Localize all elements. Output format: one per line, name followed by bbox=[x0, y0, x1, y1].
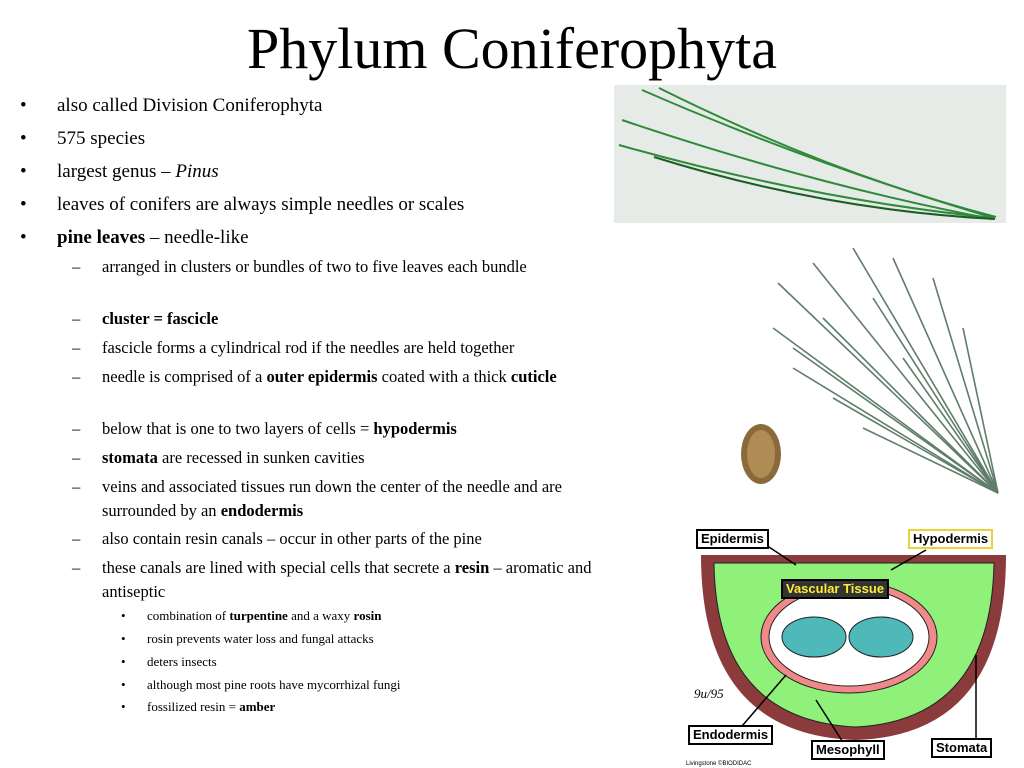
pine-needles-photo bbox=[614, 85, 1006, 223]
diagram-credit: Livingstone ©BIODIDAC bbox=[686, 761, 752, 767]
pine-branch-photo bbox=[733, 238, 1003, 512]
label-endodermis: Endodermis bbox=[688, 725, 773, 745]
diagram-signature: 9u/95 bbox=[694, 686, 724, 701]
label-mesophyll: Mesophyll bbox=[811, 740, 885, 760]
label-hypodermis: Hypodermis bbox=[908, 529, 993, 549]
label-stomata: Stomata bbox=[931, 738, 992, 758]
label-vascular-tissue: Vascular Tissue bbox=[781, 579, 889, 599]
slide-title: Phylum Coniferophyta bbox=[246, 16, 777, 81]
needle-cross-section-diagram bbox=[686, 525, 1024, 768]
label-epidermis: Epidermis bbox=[696, 529, 769, 549]
